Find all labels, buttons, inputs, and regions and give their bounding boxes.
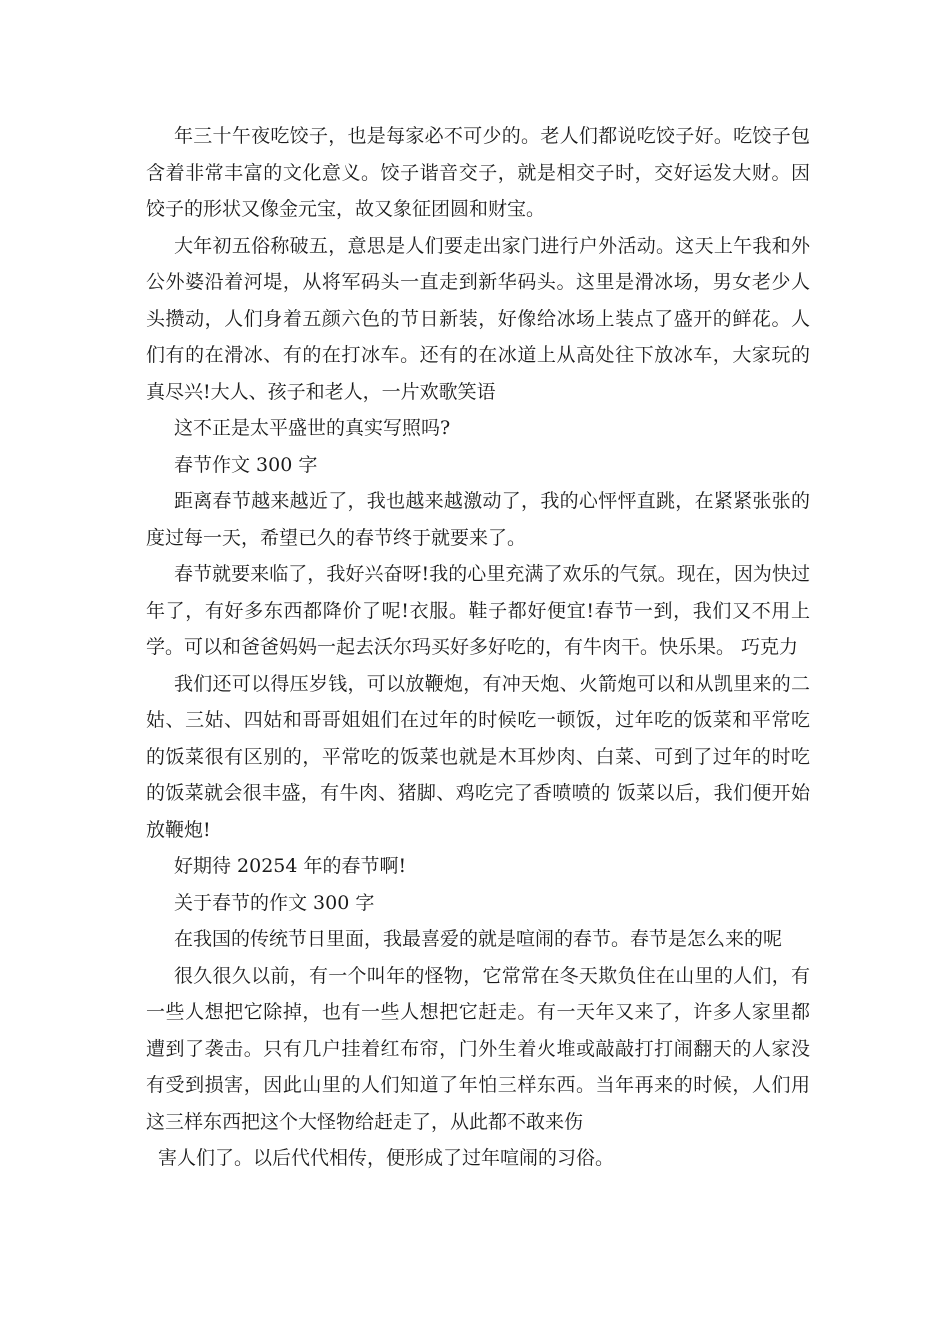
paragraph-approaching: 距离春节越来越近了，我也越来越激动了，我的心怦怦直跳，在紧紧张张的度过每一天，希望已久的春节终于就要来了。 (146, 490, 810, 549)
paragraph-peaceful-times: 这不正是太平盛世的真实写照吗? (174, 417, 451, 439)
essay-title-2: 关于春节的作文 300 字 (174, 891, 375, 914)
paragraph-po-wu: 大年初五俗称破五，意思是人们要走出家门进行户外活动。这天上午我和外公外婆沿着河堤，从将军码头一直走到新华码头。这里是滑冰场，男女老少人头攒动，人们身着五颜六色的节日新装，好像给冰场上装点了盛开的鲜花。人们有的在滑冰、有的在打冰车。还有的在冰道上从高处往下放冰车，大家玩的真尽兴!大人、孩子和老人，一片欢歌笑语 (146, 234, 810, 403)
paragraph-looking-forward: 好期待 20254 年的春节啊! (174, 855, 407, 877)
paragraph-dumplings: 年三十午夜吃饺子，也是每家必不可少的。老人们都说吃饺子好。吃饺子包含着非常丰富的文化意义。饺子谐音交子，就是相交子时，交好运发大财。因饺子的形状又像金元宝，故又象征团圆和财宝。 (146, 125, 810, 220)
paragraph-excited: 春节就要来临了，我好兴奋呀!我的心里充满了欢乐的气氛。现在，因为快过年了，有好多东西都降价了呢!衣服。鞋子都好便宜!春节一到，我们又不用上学。可以和爸爸妈妈一起去沃尔玛买好多好吃的，有牛肉干。快乐果。 巧克力 (146, 563, 810, 658)
document-body (146, 118, 810, 1177)
paragraph-favorite-festival: 在我国的传统节日里面，我最喜爱的就是喧闹的春节。春节是怎么来的呢 (174, 928, 783, 950)
paragraph-red-envelope: 我们还可以得压岁钱，可以放鞭炮，有冲天炮、火箭炮可以和从凯里来的二姑、三姑、四姑和哥哥姐姐们在过年的时候吃一顿饭，过年吃的饭菜和平常吃的饭菜很有区别的，平常吃的饭菜也就是木耳炒肉、白菜、可到了过年的时吃的饭菜就会很丰盛，有牛肉、猪脚、鸡吃完了香喷喷的 饭菜以后，我们便开始放鞭炮! (146, 672, 810, 841)
paragraph-custom-origin: 害人们了。以后代代相传，便形成了过年喧闹的习俗。 (158, 1147, 615, 1169)
paragraph-nian-legend: 很久很久以前，有一个叫年的怪物，它常常在冬天欺负住在山里的人们，有一些人想把它除掉，也有一些人想把它赶走。有一天年又来了，许多人家里都遭到了袭击。只有几户挂着红布帘，门外生着火堆或敲敲打打闹翻天的人家没有受到损害，因此山里的人们知道了年怕三样东西。当年再来的时候，人们用这三样东西把这个大怪物给赶走了，从此都不敢来伤 (146, 964, 810, 1133)
essay-title-1: 春节作文 300 字 (174, 453, 318, 476)
